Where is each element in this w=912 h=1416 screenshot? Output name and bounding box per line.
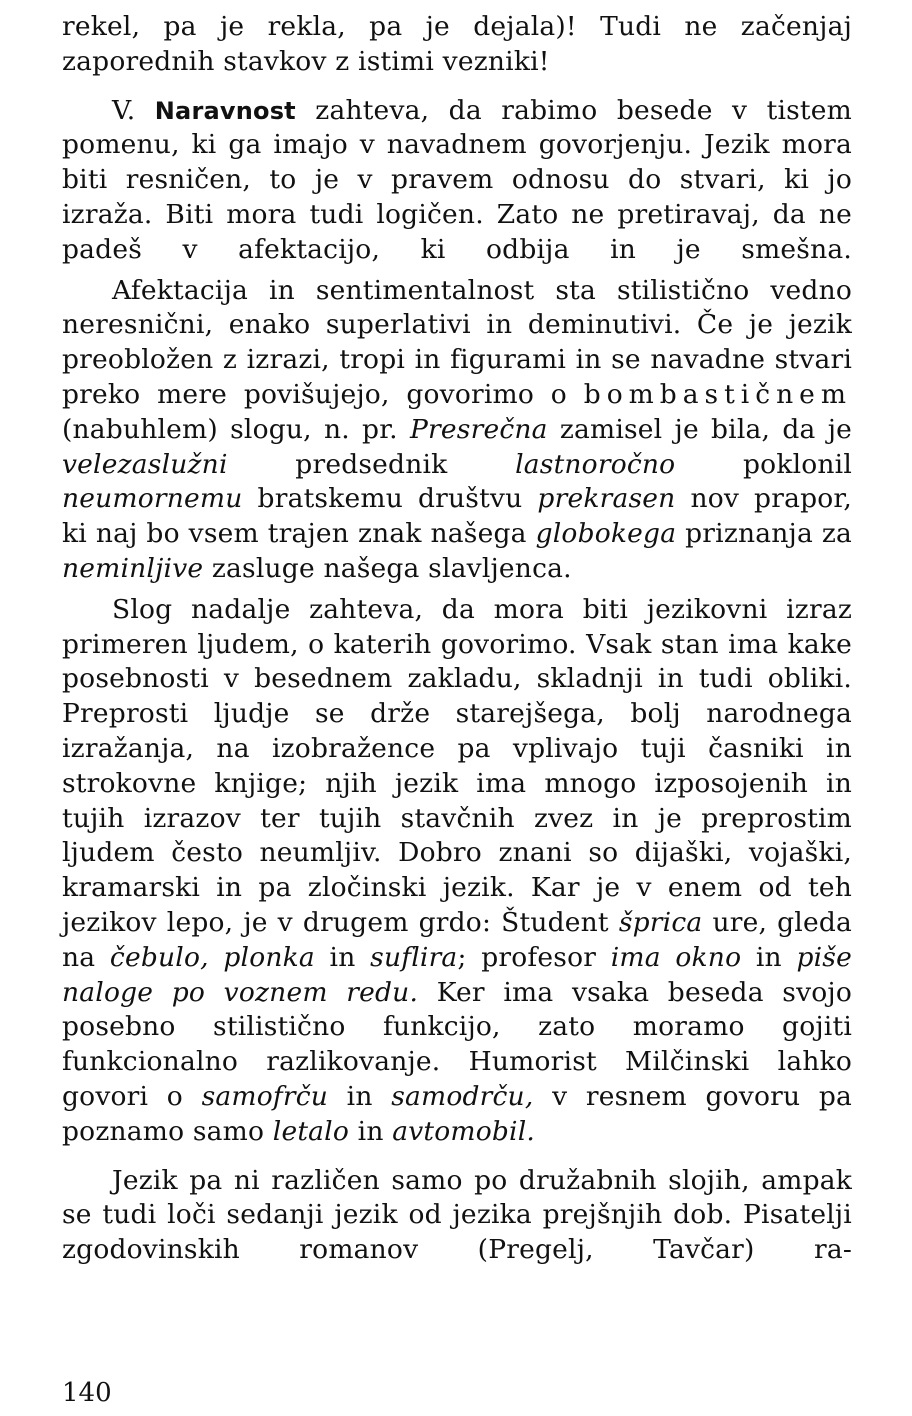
example-word: plonka bbox=[223, 941, 315, 973]
example-word: samodrču, bbox=[391, 1080, 534, 1112]
example-word: velezaslužni bbox=[62, 448, 228, 480]
paragraph-slog bbox=[62, 593, 852, 1150]
paragraph-jezik bbox=[62, 1164, 852, 1268]
paragraph-text: nov prapor, ki naj bo vsem trajen znak našega bbox=[62, 483, 852, 550]
paragraph-text: v resnem govoru pa poznamo samo bbox=[62, 1080, 853, 1147]
paragraph-text: priznanja za bbox=[685, 518, 853, 550]
example-word: neminljive bbox=[62, 552, 204, 584]
section-label: V. bbox=[112, 94, 136, 126]
example-word: suflira bbox=[370, 941, 458, 973]
paragraph-text: ; profesor bbox=[457, 941, 597, 973]
paragraph-text: in bbox=[357, 1115, 384, 1147]
paragraph-text: rekel, pa je rekla, pa je dejala)! Tudi ne začenjaj zaporednih stavkov z istimi vezniki! bbox=[62, 11, 852, 77]
example-word: letalo bbox=[272, 1115, 350, 1147]
example-word: ima okno bbox=[610, 941, 742, 973]
paragraph-text: Afektacija in sentimentalnost sta stilistično vedno neresnični, enako superlativi in deminutivi. Če je jezik preobložen z izrazi, tropi in figurami in se navadne stvari preko mere povišujejo, govorimo o bbox=[62, 274, 852, 410]
example-word: prekrasen bbox=[537, 483, 676, 515]
paragraph-continuation bbox=[62, 10, 852, 80]
example-word: čebulo, bbox=[109, 941, 209, 973]
paragraph-text: zamisel je bila, da je bbox=[559, 413, 852, 445]
example-word: piše naloge po voznem redu. bbox=[62, 941, 852, 1008]
example-word: avtomobil. bbox=[392, 1115, 536, 1147]
paragraph-text: Ker ima vsaka beseda svojo posebno stilistično funkcijo, zato moramo gojiti funkcionalno razlikovanje. Humorist Milčinski lahko govori o bbox=[62, 976, 853, 1112]
paragraph-text: in bbox=[755, 941, 782, 973]
paragraph-text: in bbox=[346, 1080, 373, 1112]
example-word: lastnoročno bbox=[515, 448, 676, 480]
example-word: neumornemu bbox=[62, 483, 243, 515]
paragraph-text: zasluge našega slavljenca. bbox=[211, 552, 572, 584]
section-heading: Naravnost bbox=[154, 96, 296, 125]
example-word: Presrečna bbox=[410, 413, 548, 445]
paragraph-naravnost bbox=[62, 94, 852, 268]
example-word: samofrču bbox=[201, 1080, 329, 1112]
paragraph-text: bratskemu društvu bbox=[257, 483, 523, 515]
paragraph-afektacija bbox=[62, 274, 852, 587]
paragraph-text: Slog nadalje zahteva, da mora biti jezikovni izraz primeren ljudem, o katerih govorimo. Vsak stan ima kake posebnosti v besednem zakladu, skladnji in tudi obliki. Preprosti ljudje se drže starejšega, bolj narodnega izražanja, na izobražence pa vplivajo tuji časniki in strokovne knjige; njih jezik ima mnogo izposojenih in tujih izrazov ter tujih stavčnih zvez in je preprostim ljudem često neumljiv. Dobro znani so dijaški, vojaški, kramarski in pa zločinski jezik. Kar je v enem od teh jezikov lepo, je v drugem grdo: Študent bbox=[62, 593, 852, 938]
paragraph-text: (nabuhlem) slogu, n. pr. bbox=[62, 413, 398, 445]
page-number: 140 bbox=[62, 1378, 112, 1408]
paragraph-text: ure, gleda na bbox=[62, 906, 853, 973]
spaced-term: bombastičnem bbox=[583, 378, 852, 410]
page-body bbox=[62, 10, 852, 1268]
example-word: šprica bbox=[618, 906, 703, 938]
paragraph-text: Jezik pa ni različen samo po družabnih slojih, ampak se tudi loči sedanji jezik od jezika prejšnjih dob. Pisatelji zgodovinskih romanov (Pregelj, Tavčar) ra- bbox=[62, 1164, 852, 1266]
example-word: globokega bbox=[535, 518, 677, 550]
paragraph-text: zahteva, da rabimo besede v tistem pomenu, ki ga imajo v navadnem govorjenju. Jezik mora biti resničen, to je v pravem odnosu do stvari, ki jo izraža. Biti mora tudi logičen. Zato ne pretiravaj, da ne padeš v afektacijo, ki odbija in je smešna. bbox=[62, 94, 852, 265]
paragraph-text: in bbox=[329, 941, 356, 973]
paragraph-text: poklonil bbox=[743, 448, 853, 480]
paragraph-text: predsednik bbox=[295, 448, 448, 480]
